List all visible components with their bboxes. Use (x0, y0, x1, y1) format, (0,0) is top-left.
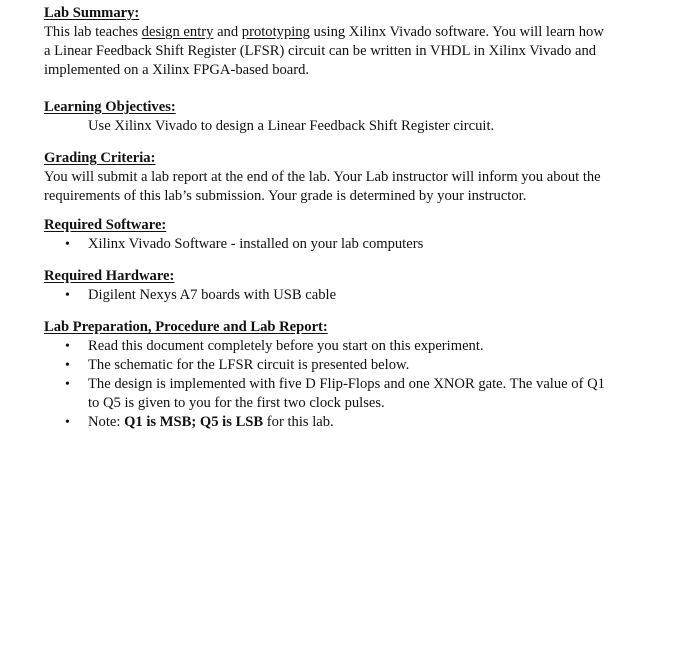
list-item (44, 375, 644, 413)
bullet-icon: • (65, 358, 70, 373)
required-hardware-list (44, 286, 644, 305)
grading-criteria-heading: Grading Criteria: (44, 150, 156, 166)
list-item-text: The schematic for the LFSR circuit is presented below. (88, 357, 410, 373)
grading-criteria-section (44, 149, 644, 206)
list-item (44, 356, 644, 375)
lab-summary-section (44, 4, 644, 80)
document-page (44, 4, 644, 432)
list-item (44, 413, 644, 432)
lab-summary-line-3: implemented on a Xilinx FPGA-based board. (44, 62, 310, 78)
required-software-section (44, 216, 644, 254)
learning-objectives-text: Use Xilinx Vivado to design a Linear Feedback Shift Register circuit. (88, 118, 495, 134)
learning-objectives-heading: Learning Objectives: (44, 99, 176, 115)
grading-criteria-text (44, 168, 644, 206)
list-item-text: The design is implemented with five D Flip-Flops and one XNOR gate. The value of Q1 (88, 376, 605, 392)
lab-summary-text-part: and (213, 24, 242, 40)
prototyping-term: prototyping (241, 24, 310, 40)
lab-preparation-heading: Lab Preparation, Procedure and Lab Report: (44, 319, 328, 335)
required-software-list (44, 235, 644, 254)
lab-preparation-list (44, 337, 644, 432)
lab-summary-line-2: a Linear Feedback Shift Register (LFSR) circuit can be written in VHDL in Xilinx Vivado and (44, 43, 597, 59)
list-item (44, 235, 644, 254)
lab-summary-text (44, 23, 644, 80)
bullet-icon: • (65, 415, 70, 430)
bullet-icon: • (65, 377, 70, 392)
msb-lsb-note: Q1 is MSB; Q5 is LSB (124, 414, 264, 430)
note-prefix: Note: (88, 414, 125, 430)
required-hardware-heading: Required Hardware: (44, 268, 175, 284)
required-software-heading: Required Software: (44, 217, 167, 233)
grading-criteria-line-2: requirements of this lab’s submission. Your grade is determined by your instructor. (44, 188, 527, 204)
list-item-text: Read this document completely before you start on this experiment. (88, 338, 484, 354)
list-item (44, 337, 644, 356)
bullet-icon: • (65, 339, 70, 354)
learning-objectives-section (44, 98, 644, 136)
list-item-text: Digilent Nexys A7 boards with USB cable (88, 287, 337, 303)
required-hardware-section (44, 267, 644, 305)
lab-summary-heading: Lab Summary: (44, 5, 140, 21)
list-item-text: Xilinx Vivado Software - installed on your lab computers (88, 236, 424, 252)
lab-summary-text-part: using Xilinx Vivado software. You will learn how (309, 24, 604, 40)
note-suffix: for this lab. (263, 414, 334, 430)
list-item-text: to Q5 is given to you for the first two clock pulses. (88, 395, 385, 411)
bullet-icon: • (65, 288, 70, 303)
bullet-icon: • (65, 237, 70, 252)
lab-preparation-section (44, 318, 644, 432)
list-item (44, 286, 644, 305)
lab-summary-text-part: This lab teaches (44, 24, 142, 40)
grading-criteria-line-1: You will submit a lab report at the end of the lab. Your Lab instructor will inform you about the (44, 169, 601, 185)
design-entry-term: design entry (141, 24, 214, 40)
